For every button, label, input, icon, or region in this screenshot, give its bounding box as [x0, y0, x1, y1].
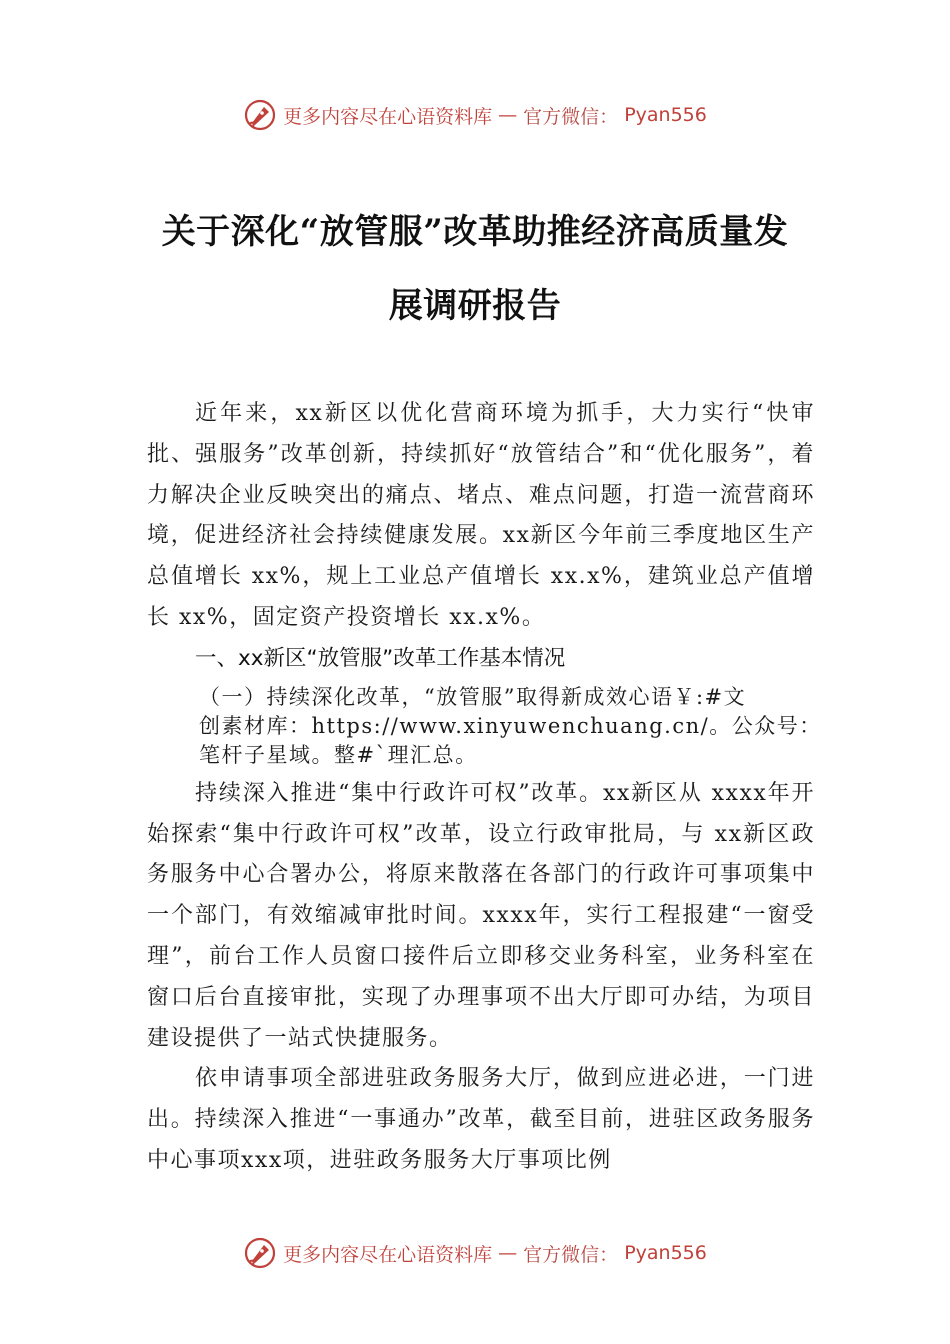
- subsection-line-1: （一）持续深化改革，“放管服”取得新成效心语￥:#文: [199, 684, 747, 709]
- document-title-line-1: 关于深化“放管服”改革助推经济高质量发: [161, 212, 789, 252]
- pen-nib-logo-icon: [243, 98, 277, 132]
- banner-wechat-id: Pyan556: [624, 104, 707, 126]
- paragraph-2: 持续深入推进“集中行政许可权”改革。xx新区从 xxxx年开始探索“集中行政许可权”改革，设立行政审批局，与 xx新区政务服务中心合署办公，将原来散落在各部门的行政许可事项集中一个部门，有效缩减审批时间。xxxx年，实行工程报建“一窗受理”，前台工作人员窗口接件后立即移交业务科室，业务科室在窗口后台直接审批，实现了办理事项不出大厅即可办结，为项目建设提供了一站式快捷服务。: [147, 780, 815, 1051]
- subsection-line-2: 创素材库：https://www.xinyuwenchuang.cn/。公众号：: [199, 713, 822, 738]
- banner-wechat-label: 官方微信：: [523, 1243, 619, 1266]
- subsection-line-3: 笔杆子星域。整#`理汇总。: [199, 742, 478, 767]
- banner-dash: —: [498, 1242, 518, 1264]
- banner-site-text: 更多内容尽在心语资料库: [283, 105, 493, 128]
- banner-dash: —: [498, 104, 518, 126]
- banner-wechat-id: Pyan556: [624, 1242, 707, 1264]
- paragraph-3: 依申请事项全部进驻政务服务大厅，做到应进必进，一门进出。持续深入推进“一事通办”改革，截至目前，进驻区政务服务中心事项xxx项，进驻政务服务大厅事项比例: [147, 1066, 815, 1173]
- banner-wechat-label: 官方微信：: [523, 105, 619, 128]
- intro-paragraph: 近年来，xx新区以优化营商环境为抓手，大力实行“快审批、强服务”改革创新，持续抓好“放管结合”和“优化服务”，着力解决企业反映突出的痛点、堵点、难点问题，打造一流营商环境，促进经济社会持续健康发展。xx新区今年前三季度地区生产总值增长 xx%，规上工业总产值增长 xx.x%，建筑业总产值增长 xx%，固定资产投资增长 xx.x%。: [147, 401, 815, 630]
- pen-nib-logo-icon: [243, 1236, 277, 1270]
- section-heading: 一、xx新区“放管服”改革工作基本情况: [195, 645, 566, 671]
- header-banner: [0, 95, 950, 135]
- subsection-heading: [147, 683, 839, 770]
- banner-site-text: 更多内容尽在心语资料库: [283, 1243, 493, 1266]
- document-title-line-2: 展调研报告: [388, 286, 562, 326]
- footer-banner: [0, 1233, 950, 1273]
- document-body: [147, 394, 822, 1182]
